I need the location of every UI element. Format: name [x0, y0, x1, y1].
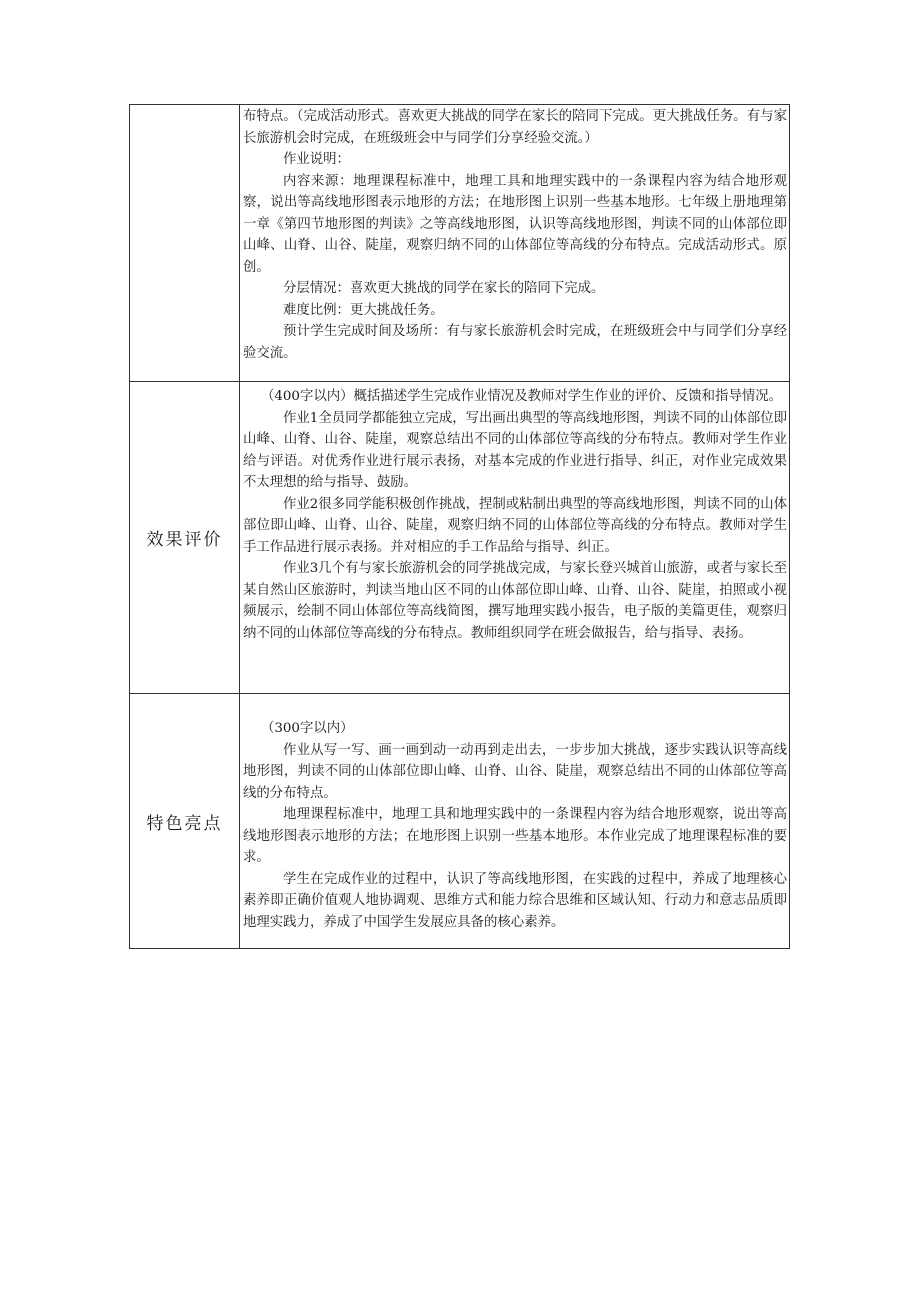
paragraph: 布特点。（完成活动形式。喜欢更大挑战的同学在家长的陪同下完成。更大挑战任务。有与家长旅游机会时完成，在班级班会中与同学们分享经验交流。） — [243, 109, 787, 146]
table-row-effect-evaluation — [130, 382, 790, 694]
row-label-effect-evaluation: 效果评价 — [130, 382, 240, 694]
paragraph: 学生在完成作业的过程中，认识了等高线地形图，在实践的过程中，养成了地理核心素养即正确价值观人地协调观、思维方式和能力综合思维和区域认知、行动力和意志品质即地理实践力，养成了中国学生发展应具备的核心素养。 — [243, 871, 787, 930]
content-cell — [240, 105, 790, 382]
paragraph: 地理课程标准中，地理工具和地理实践中的一条课程内容为结合地形观察，说出等高线地形图表示地形的方法；在地形图上识别一些基本地形。本作业完成了地理课程标准的要求。 — [243, 807, 787, 865]
paragraph: 作业3几个有与家长旅游机会的同学挑战完成，与家长登兴城首山旅游，或者与家长至某自然山区旅游时，判读当地山区不同的山体部位即山峰、山脊、山谷、陡崖，拍照或小视频展示，绘制不同山体部位等高线简图，撰写地理实践小报告，电子版的美篇更佳，观察归纳不同的山体部位等高线的分布特点。教师组织同学在班会做报告，给与指导、表扬。 — [243, 561, 787, 641]
paragraph: （300字以内） — [261, 721, 354, 736]
table-row-highlights — [130, 694, 790, 949]
document-table — [129, 104, 790, 949]
paragraph: 作业2很多同学能积极创作挑战，捏制或粘制出典型的等高线地形图，判读不同的山体部位即山峰、山脊、山谷、陡崖，观察归纳不同的山体部位等高线的分布特点。教师对学生手工作品进行展示表扬。并对相应的手工作品给与指导、纠正。 — [243, 496, 787, 555]
paragraph: 分层情况：喜欢更大挑战的同学在家长的陪同下完成。 — [283, 281, 605, 296]
paragraph: （400字以内）概括描述学生完成作业情况及教师对学生作业的评价、反馈和指导情况。 — [261, 389, 783, 404]
paragraph: 内容来源：地理课程标准中，地理工具和地理实践中的一条课程内容为结合地形观察，说出等高线地形图表示地形的方法；在地形图上识别一些基本地形。七年级上册地理第一章《第四节地形图的判读》之等高线地形图，认识等高线地形图，判读不同的山体部位即山峰、山脊、山谷、陡崖，观察归纳不同的山体部位等高线的分布特点。完成活动形式。原创。 — [243, 173, 787, 275]
content-cell — [240, 382, 790, 694]
paragraph: 预计学生完成时间及场所：有与家长旅游机会时完成，在班级班会中与同学们分享经验交流。 — [243, 324, 787, 361]
content-cell — [240, 694, 790, 949]
row-label — [130, 105, 240, 382]
paragraph: 难度比例：更大挑战任务。 — [283, 302, 444, 318]
paragraph: 作业说明： — [283, 152, 350, 167]
row-label-highlights: 特色亮点 — [130, 694, 240, 949]
paragraph: 作业1全员同学都能独立完成，写出画出典型的等高线地形图，判读不同的山体部位即山峰、山脊、山谷、陡崖，观察总结出不同的山体部位等高线的分布特点。教师对学生作业给与评语。对优秀作业进行展示表扬，对基本完成的作业进行指导、纠正，对作业完成效果不太理想的给与指导、鼓励。 — [243, 410, 787, 490]
paragraph: 作业从写一写、画一画到动一动再到走出去，一步步加大挑战，逐步实践认识等高线地形图，判读不同的山体部位即山峰、山脊、山谷、陡崖，观察总结出不同的山体部位等高线的分布特点。 — [243, 742, 787, 801]
table-row-continuation — [130, 105, 790, 382]
